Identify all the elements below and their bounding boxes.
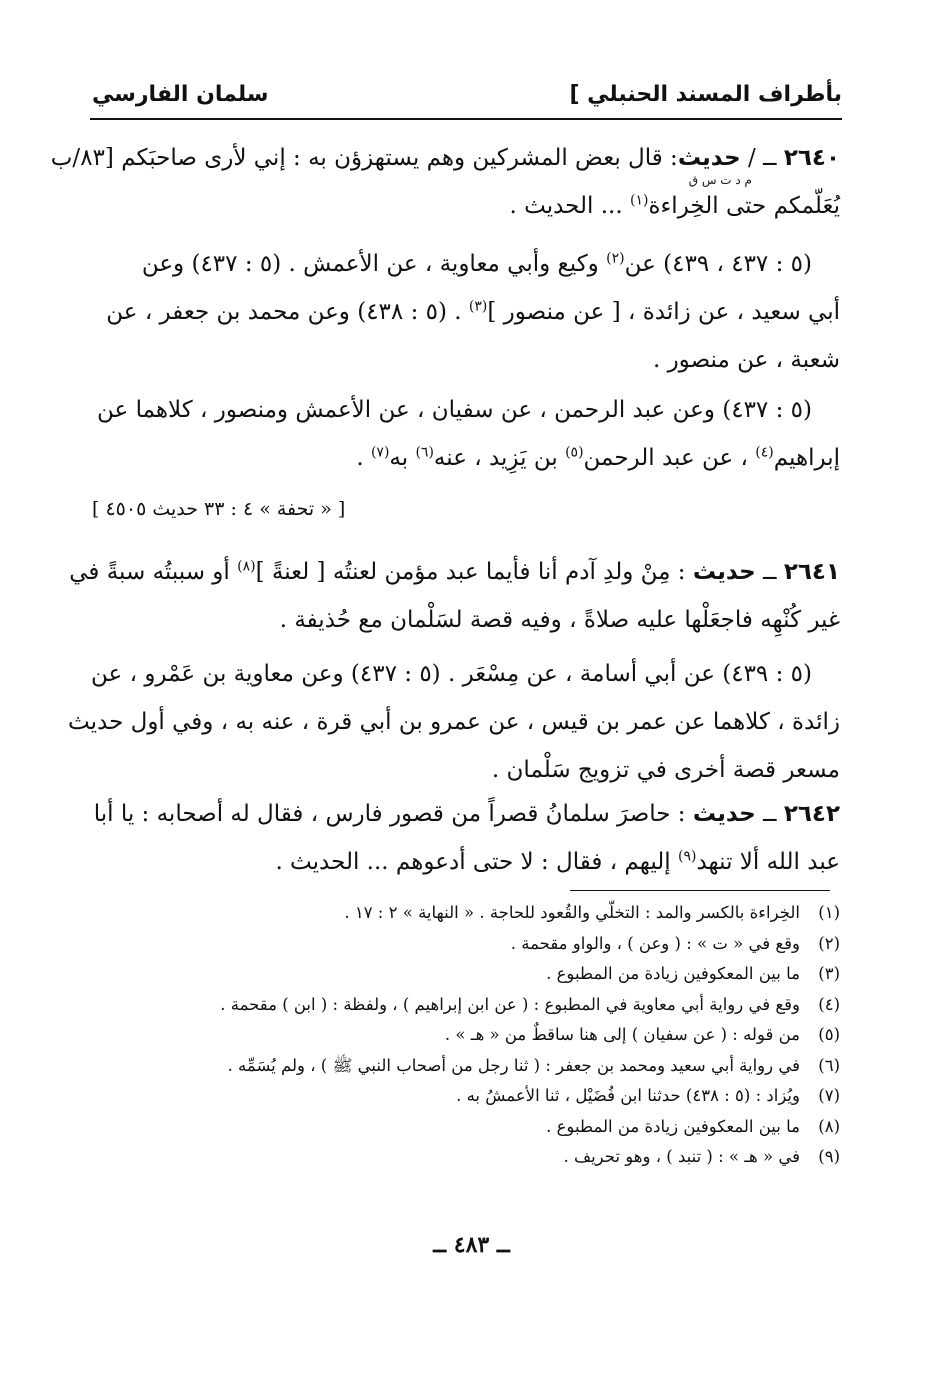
isnad-line [92, 288, 840, 336]
footnote-ref: (٧) [370, 444, 390, 461]
footnote [150, 1081, 840, 1112]
isnad-text: بن يَزِيد ، عنه [433, 445, 566, 471]
footnote-ref: (٨) [237, 558, 256, 575]
hadith-number: ٢٦٤٢ [783, 801, 840, 827]
running-header [92, 82, 842, 116]
isnad-line [92, 386, 840, 434]
footnote [150, 959, 840, 990]
isnad-text: . (٥ : ٤٣٨) وعن محمد بن جعفر ، عن [106, 299, 469, 325]
footnote [150, 929, 840, 960]
isnad-line [68, 698, 840, 746]
hadith-2642-line-1 [92, 790, 840, 838]
hadith-keyword: حديث [692, 801, 756, 827]
footnote-text: في رواية أبي سعيد ومحمد بن جعفر : ( ثنا رجل من أصحاب النبي ﷺ ) ، ولم يُسَمِّه . [227, 1055, 800, 1075]
hadith-text: يُعَلّمكم حتى الخِراءة [648, 193, 840, 219]
footnote-ref: (٢) [606, 250, 625, 267]
hadith-number: ٢٦٤٠ [783, 145, 840, 171]
footnote-number: (٩) [818, 1147, 840, 1166]
dash: ــ / [747, 145, 777, 171]
footnote-text: ويُزاد : (٥ : ٤٣٨) حدثنا ابن فُضَيْل ، ثنا الأعمشُ به . [456, 1086, 800, 1105]
footnote [150, 1051, 840, 1082]
footnote-text: من قوله : ( عن سفيان ) إلى هنا ساقطٌ من « هـ » . [444, 1025, 800, 1044]
footnote [150, 1112, 840, 1143]
isnad-text: به [389, 445, 416, 471]
footnote-text: ما بين المعكوفين زيادة من المطبوع . [546, 1116, 800, 1136]
footnote-number: (٢) [818, 933, 840, 953]
hadith-2641 [69, 548, 840, 644]
hadith-2642-line-2 [92, 838, 840, 886]
page-number: ــ ٤٨٣ ــ [433, 1232, 510, 1258]
footnote-text: في « هـ » : ( تنبد ) ، وهو تحريف . [563, 1147, 800, 1166]
isnad-line [92, 434, 840, 482]
hadith-text: ... الحديث . [509, 193, 630, 219]
hadith-2642 [92, 790, 840, 886]
hadith-2641-line-2 [92, 596, 840, 644]
footnote-text: وقع في رواية أبي معاوية في المطبوع : ( عن ابن إبراهيم ) ، ولفظة : ( ابن ) مقحمة . [220, 994, 800, 1014]
hadith-2640 [50, 134, 840, 230]
hadith-2640-line-1 [50, 134, 840, 187]
hadith-keyword: حديث [677, 145, 741, 171]
footnote [150, 990, 840, 1021]
isnad-line [92, 336, 840, 384]
footnote-text: وقع في « ت » : ( وعن ) ، والواو مقحمة . [510, 933, 800, 953]
footnote [150, 898, 840, 929]
header-book-title: بأطراف المسند الحنبلي ] [569, 82, 842, 107]
isnad-text: إبراهيم [773, 445, 840, 471]
isnad-text: أبي سعيد ، عن زائدة ، [ عن منصور ] [487, 299, 840, 325]
footnote-ref: (١) [629, 192, 649, 209]
isnad-paragraph-3 [68, 650, 840, 794]
hadith-text: إليهم ، فقال : لا حتى أدعوهم ... الحديث . [275, 849, 678, 875]
footnote [150, 1142, 840, 1173]
collections-siglum: م د ت س ق [688, 173, 752, 187]
isnad-text: (٥ : ٤٣٧ ، ٤٣٩) عن [624, 251, 812, 277]
isnad-text: مسعر قصة أخرى في تزويج سَلْمان . [491, 757, 840, 783]
footnote-number: (٤) [818, 994, 840, 1014]
dash: ــ [763, 559, 777, 585]
footnote-number: (٦) [818, 1055, 840, 1075]
hadith-text: غير كُنْهِه فاجعَلْها عليه صلاةً ، وفيه قصة لسَلْمان مع حُذيفة . [279, 607, 840, 633]
footnote-ref: (٥) [565, 444, 584, 461]
tuhfa-reference [92, 494, 794, 524]
isnad-line [92, 650, 840, 698]
hadith-2641-line-1 [69, 548, 840, 596]
isnad-text: زائدة ، كلاهما عن عمر بن قيس ، عن عمرو بن أبي قرة ، عنه به ، وفي أول حديث [68, 709, 840, 735]
isnad-text: (٥ : ٤٣٩) عن أبي أسامة ، عن مِسْعَر . (٥ : ٤٣٧) وعن معاوية بن عَمْرو ، عن [91, 661, 812, 687]
tuhfa-text: [ « تحفة » ٤ : ٣٣ حديث ٤٥٠٥ ] [92, 498, 346, 520]
hadith-keyword: حديث [692, 559, 756, 585]
footnote-number: (٥) [818, 1025, 840, 1044]
footnote-ref: (٤) [755, 444, 774, 461]
isnad-text: شعبة ، عن منصور . [652, 347, 840, 373]
hadith-text: : مِنْ ولدِ آدم أنا فأيما عبد مؤمن لعنتُه [ لعنةً ] [255, 559, 686, 585]
footnote-ref: (٩) [677, 848, 697, 865]
hadith-number: ٢٦٤١ [783, 559, 840, 585]
dash: ــ [763, 801, 777, 827]
footnote-text: الخِراءة بالكسر والمد : التخلّي والقُعود للحاجة . « النهاية » ٢ : ١٧ . [344, 903, 800, 922]
isnad-text: (٥ : ٤٣٧) وعن عبد الرحمن ، عن سفيان ، عن الأعمش ومنصور ، كلاهما عن [97, 397, 812, 423]
isnad-text: ، عن عبد الرحمن [583, 445, 756, 471]
footnote-ref: (٦) [415, 444, 434, 461]
header-chapter-title: سلمان الفارسي [92, 82, 269, 107]
isnad-paragraph-2 [92, 386, 840, 482]
isnad-line [92, 746, 840, 794]
footnote-text: ما بين المعكوفين زيادة من المطبوع . [546, 964, 800, 983]
footnote-rule [570, 890, 830, 891]
isnad-text: وكيع وأبي معاوية ، عن الأعمش . (٥ : ٤٣٧) وعن [141, 251, 607, 277]
footnote-number: (٨) [818, 1116, 840, 1136]
footnote-ref: (٣) [468, 298, 488, 315]
footnotes [150, 898, 840, 1173]
isnad-text: . [356, 445, 371, 471]
hadith-text: عبد الله ألا تنهد [696, 849, 840, 875]
isnad-paragraph-1 [92, 240, 840, 384]
footnote-number: (٧) [818, 1086, 840, 1105]
footnote [150, 1020, 840, 1051]
footnote-number: (١) [818, 903, 840, 922]
hadith-text: : قال بعض المشركين وهم يستهزؤن به : إني لأرى صاحبَكم [٨٣/ب [50, 145, 678, 171]
hadith-text: : حاصرَ سلمانُ قصراً من قصور فارس ، فقال له أصحابه : يا أبا [93, 801, 686, 827]
isnad-line [92, 240, 840, 288]
hadith-text: أو سببتُه سبةً في [69, 559, 238, 585]
header-rule [90, 118, 842, 120]
footnote-number: (٣) [818, 964, 840, 983]
